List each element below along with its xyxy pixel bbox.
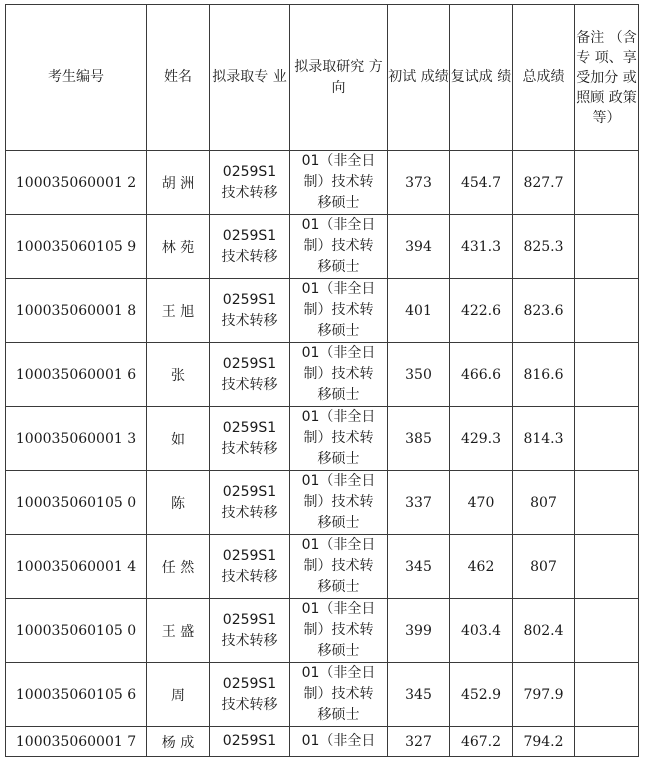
cell-initial-score: 385 (388, 407, 450, 471)
table-row (6, 535, 639, 599)
cell-total-score: 825.3 (513, 215, 575, 279)
cell-name: 林 苑 (147, 215, 210, 279)
cell-major (210, 727, 290, 757)
cell-retest-score: 466.6 (450, 343, 513, 407)
header-major (210, 5, 290, 151)
cell-initial-score: 394 (388, 215, 450, 279)
cell-major-line: 技术转移 (221, 440, 278, 457)
cell-direction (290, 279, 388, 343)
cell-name: 杨 成 (147, 727, 210, 757)
cell-major (210, 279, 290, 343)
header-initial (388, 5, 450, 151)
cell-initial-score: 345 (388, 535, 450, 599)
cell-direction-line: 01（非全日 (301, 733, 376, 749)
cell-candidate-id: 100035060001 4 (6, 535, 147, 599)
cell-major-line: 0259S1 (222, 227, 277, 244)
cell-direction-line: 制）技术转 (303, 558, 374, 574)
cell-total-score: 814.3 (513, 407, 575, 471)
cell-major-line: 0259S1 (222, 419, 277, 436)
cell-retest-score: 431.3 (450, 215, 513, 279)
cell-initial-score: 327 (388, 727, 450, 757)
header-note-line: 备注 (576, 29, 605, 46)
cell-direction-line: 移硕士 (317, 323, 360, 339)
cell-major-line: 0259S1 (222, 291, 277, 308)
cell-direction-line: 01（非全日 (301, 217, 376, 233)
table-row (6, 215, 639, 279)
cell-major-line: 0259S1 (222, 675, 277, 692)
header-direction-line: 拟录取研究 (294, 58, 365, 75)
cell-major-line: 技术转移 (221, 376, 278, 393)
cell-direction (290, 215, 388, 279)
cell-direction-line: 移硕士 (317, 707, 360, 723)
cell-major (210, 471, 290, 535)
cell-total-score: 823.6 (513, 279, 575, 343)
cell-direction-line: 移硕士 (317, 451, 360, 467)
cell-direction-line: 制）技术转 (303, 174, 374, 190)
cell-major (210, 599, 290, 663)
cell-major (210, 343, 290, 407)
cell-direction (290, 151, 388, 215)
cell-direction-line: 01（非全日 (301, 601, 376, 617)
cell-direction-line: 01（非全日 (301, 473, 376, 489)
cell-direction-line: 制）技术转 (303, 430, 374, 446)
cell-note (575, 535, 639, 599)
header-note-line: （含专 (576, 29, 637, 66)
cell-candidate-id: 100035060105 0 (6, 471, 147, 535)
header-note-line: 等） (592, 109, 621, 126)
cell-major-line: 技术转移 (221, 696, 278, 713)
cell-direction-line: 01（非全日 (301, 409, 376, 425)
cell-major-line: 0259S1 (222, 733, 277, 749)
cell-total-score: 807 (513, 535, 575, 599)
cell-note (575, 727, 639, 757)
cell-major (210, 151, 290, 215)
cell-direction-line: 01（非全日 (301, 537, 376, 553)
header-direction-line: 方向 (331, 58, 383, 96)
cell-direction-line: 制）技术转 (303, 238, 374, 254)
cell-initial-score: 337 (388, 471, 450, 535)
header-retest-line: 绩 (497, 69, 512, 85)
cell-retest-score: 403.4 (450, 599, 513, 663)
cell-major-line: 0259S1 (222, 483, 277, 500)
cell-direction-line: 移硕士 (317, 643, 360, 659)
cell-major-line: 技术转移 (221, 504, 278, 521)
cell-name: 王 盛 (147, 599, 210, 663)
cell-major-line: 技术转移 (221, 568, 278, 585)
cell-direction-line: 制）技术转 (303, 622, 374, 638)
cell-note (575, 471, 639, 535)
cell-direction (290, 663, 388, 727)
cell-note (575, 151, 639, 215)
header-note-line: 项、享 (594, 49, 637, 66)
cell-candidate-id: 100035060001 7 (6, 727, 147, 757)
table-row (6, 727, 639, 757)
cell-major (210, 663, 290, 727)
header-note-line: 受加分 (576, 69, 619, 86)
table-row (6, 151, 639, 215)
cell-retest-score: 422.6 (450, 279, 513, 343)
cell-retest-score: 462 (450, 535, 513, 599)
cell-direction-line: 移硕士 (317, 387, 360, 403)
cell-direction (290, 599, 388, 663)
table-row (6, 599, 639, 663)
header-retest-line: 复试成 (450, 69, 493, 85)
cell-note (575, 599, 639, 663)
cell-name: 如 (147, 407, 210, 471)
cell-total-score: 794.2 (513, 727, 575, 757)
header-note (575, 5, 639, 151)
cell-initial-score: 345 (388, 663, 450, 727)
cell-name: 张 (147, 343, 210, 407)
cell-note (575, 279, 639, 343)
header-id: 考生编号 (6, 5, 147, 151)
cell-direction-line: 移硕士 (317, 259, 360, 275)
cell-initial-score: 399 (388, 599, 450, 663)
cell-retest-score: 452.9 (450, 663, 513, 727)
table-row (6, 343, 639, 407)
cell-initial-score: 373 (388, 151, 450, 215)
header-note-line: 或照顾 (576, 69, 637, 106)
cell-direction (290, 535, 388, 599)
cell-retest-score: 454.7 (450, 151, 513, 215)
cell-candidate-id: 100035060001 6 (6, 343, 147, 407)
cell-candidate-id: 100035060001 8 (6, 279, 147, 343)
cell-direction-line: 制）技术转 (303, 686, 374, 702)
cell-major-line: 技术转移 (221, 184, 278, 201)
cell-candidate-id: 100035060105 0 (6, 599, 147, 663)
cell-total-score: 827.7 (513, 151, 575, 215)
cell-direction-line: 制）技术转 (303, 494, 374, 510)
header-major-line: 拟录取专 (212, 69, 269, 85)
cell-total-score: 816.6 (513, 343, 575, 407)
table-row (6, 407, 639, 471)
cell-candidate-id: 100035060105 6 (6, 663, 147, 727)
cell-major-line: 0259S1 (222, 547, 277, 564)
header-retest (450, 5, 513, 151)
header-row (6, 5, 639, 151)
header-initial-line: 成绩 (420, 69, 449, 85)
cell-direction (290, 343, 388, 407)
cell-candidate-id: 100035060001 3 (6, 407, 147, 471)
cell-total-score: 802.4 (513, 599, 575, 663)
cell-major (210, 215, 290, 279)
cell-candidate-id: 100035060001 2 (6, 151, 147, 215)
table-row (6, 663, 639, 727)
cell-direction-line: 01（非全日 (301, 665, 376, 681)
cell-name: 周 (147, 663, 210, 727)
cell-major-line: 0259S1 (222, 611, 277, 628)
cell-direction-line: 移硕士 (317, 515, 360, 531)
cell-retest-score: 467.2 (450, 727, 513, 757)
cell-retest-score: 470 (450, 471, 513, 535)
cell-total-score: 797.9 (513, 663, 575, 727)
cell-name: 王 旭 (147, 279, 210, 343)
cell-direction (290, 471, 388, 535)
cell-note (575, 343, 639, 407)
header-note-line: 政策 (608, 89, 637, 106)
cell-direction (290, 407, 388, 471)
cell-direction-line: 移硕士 (317, 579, 360, 595)
cell-note (575, 663, 639, 727)
cell-direction-line: 制）技术转 (303, 302, 374, 318)
cell-note (575, 407, 639, 471)
cell-major-line: 0259S1 (222, 355, 277, 372)
cell-direction-line: 01（非全日 (301, 281, 376, 297)
cell-direction-line: 01（非全日 (301, 153, 376, 169)
cell-name: 任 然 (147, 535, 210, 599)
header-total: 总成绩 (513, 5, 575, 151)
table-row (6, 279, 639, 343)
cell-major (210, 407, 290, 471)
cell-initial-score: 401 (388, 279, 450, 343)
table-row (6, 471, 639, 535)
header-direction (290, 5, 388, 151)
cell-total-score: 807 (513, 471, 575, 535)
cell-name: 陈 (147, 471, 210, 535)
header-major-line: 业 (272, 69, 287, 85)
cell-major-line: 技术转移 (221, 312, 278, 329)
cell-retest-score: 429.3 (450, 407, 513, 471)
header-initial-line: 初试 (388, 69, 417, 85)
header-name: 姓名 (147, 5, 210, 151)
cell-direction-line: 制）技术转 (303, 366, 374, 382)
cell-direction (290, 727, 388, 757)
cell-note (575, 215, 639, 279)
cell-major-line: 技术转移 (221, 632, 278, 649)
cell-name: 胡 洲 (147, 151, 210, 215)
cell-direction-line: 01（非全日 (301, 345, 376, 361)
admission-table (5, 4, 639, 757)
cell-major (210, 535, 290, 599)
cell-major-line: 技术转移 (221, 248, 278, 265)
cell-candidate-id: 100035060105 9 (6, 215, 147, 279)
cell-initial-score: 350 (388, 343, 450, 407)
cell-major-line: 0259S1 (222, 163, 277, 180)
cell-direction-line: 移硕士 (317, 195, 360, 211)
